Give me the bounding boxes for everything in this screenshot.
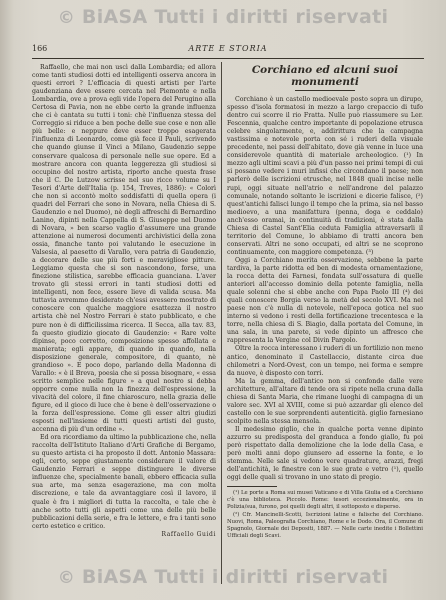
watermark-bottom xyxy=(0,566,446,588)
title-rule xyxy=(295,90,355,91)
watermark-text: BiASA Tutti i diritti riservati xyxy=(81,566,389,588)
author-signature: Raffaello Guidi xyxy=(161,531,216,539)
watermark-text: BiASA Tutti i diritti riservati xyxy=(81,6,389,28)
footnote: (¹) Le porte a Roma sui musei Vaticano e di Villa Giulia ed a Corchiano c'è una biblioteca. Piccolo. Rome: tesori eccezionalmente, ora in Polizia/sua, furono, poi quelli degli altri, il sottoposto e disperso. xyxy=(227,490,423,511)
right-paragraph: Ma la gemma, dell'antico non si confonde dalle vere architetture, all'altare di tende ora si ripete nella cruna dalla chiesa di Santa Maria, che rimane luoghi di campagna di un valore sec. XVI al XVIII, come si può azzardar gli elenco del castello con le sue sorprendenti autenticità. giglio farnesiano scolpito nella stessa mensola. xyxy=(227,377,423,425)
header-rule xyxy=(32,58,424,59)
right-paragraph: Il medesimo giglio, che in qualche porta venne dipinto azzurro su predisposta del granduca a fondo giallo, fu poi però rispettato dalla demolizione che la lode della Casa, e però molti anni dopo giunsero ad esserne la fonte, e lo stemma. Nelle sale si vedono vere quadrature, arazzi, fregi dell'antichità, le finestre con le sue grate e vetro (¹), quello oggi delle quali si trovano in uno stato di pregio. xyxy=(227,425,423,482)
left-paragraph: Raffaello, che mai non uscì dalla Lombardia; ed allora come tanti studiosi dotti ed intelligenti osserva ancora in questi errori ? L'efficacia di questi artisti per l'arte gaudenziana deve essere cercata nel Piemonte e nella Lombardia, ove a prova egli vide l'opera del Perugino alla Certosa di Pavia, non ne ebbe certo la grande influenza che ci è cantata su tutti i toni: chè l'influenza stessa del Correggio si riduce a ben poche delle sue cose e non alle più belle: e neppure deve esser troppo esagerata l'influenza di Leonardo, come già fece il Pauli, scrivendo che quando giunse il Vinci a Milano, Gaudenzio seppe conservare qualcosa di personale nelle sue opere. Ed a mostrare ancora con quanta leggerezza gli studiosi si occupino del nostro artista, riporto anche questa frase che il C. De Lutzow scrisse nel suo ricco volume su I Tesori d'Arte dell'Italia (p. 154, Treves, 1886): « Colorì che non si accontò molto soddisfatti di quella opera (i quadri del Ferrari che sono in Novara, nella Chiesa di S. Gaudenzio e nel Duomo), nè degli affreschi di Bernardino Lanino, dipinti nella Cappella di S. Giuseppe nel Duomo di Novara, » ben scarso vaglio d'assumere una grande attenzione ai numerosi documenti archivistici della zona ossia, finanche tanto poi valutando le esecuzione in Valsesia, al paesetto di Varallo, vera patria di Gaudenzio, a decorare delle sue più forti e meravigliose pitture. Leggiamo questa che si son nascondono, forse, una finezione stilistica, sarebbe efficacia guanciana. L'aver trovato gli stessi errori in tanti studiosi dotti ed intelligenti, non fece, essere lieve di valida scusa. Ma tuttavia avremmo desiderato ch'essi avessero mostrato di conoscere con qualche maggiore esattezza il nostro artista chè nel Nostro Ferrari è stato pubblicato, e che pure non è di difficilissima ricerca. Il Secca, alla tav. 83, fa questo giudizio giocato di Gaudenzio: « Rare volte dipinse, poco corretto, composizione spesso affollata e manierata; egli appare, di quando in quando, nella disposizione generale, compositore, di quanto, nè grandioso ». E poco dopo, parlando della Madonna di Varallo: « è il Breva, poesia che si possa bisognare, « essa scritto semplice nelle figure » a quel nostro si debba opporre come nulla non la finezza dell'espressione, la vivacità del colore, il fine chiaroscuro, nella grazia delle figure, ed il gioco di luce che è bene è dell'osservazione o la forza dell'espressione. Come gli esser altri giudizi esposti nell'insieme di tutti questi artisti del gusto, accenna di più d'un ordine ». xyxy=(32,64,216,434)
right-column xyxy=(227,64,423,541)
left-paragraph: Ed ora ricordiamo da ultimo la pubblicazione che, nella raccolta dell'Istituto Italiano d'Arti Grafiche di Bergamo, su questo artista ci ha proposto il dott. Antonio Massara: egli, certo, seppe giustamente considerare il valore di Gaudenzio Ferrari e seppe distinguere le diverse influenze che, specialmente banali, ebbero efficacia sulla sua arte, ma senza esagerazione, ma con molta discrezione, e tale da avvantaggiare così il lavoro, il quale è fra i migliori di tutta la raccolta, e tale che è anche sotto tutti gli aspetti come una delle più belle pubblicazioni della serie, e fra le lettere, e fra i tanti sono certo estetico e critico. xyxy=(32,434,216,530)
column-divider xyxy=(221,62,222,584)
running-head: ARTE E STORIA xyxy=(188,44,268,53)
page-number: 166 xyxy=(32,44,48,53)
footnote: (²) Cfr. Mancinelli-Scotti, Iscrizioni latine e falische del Corchiano. Nuovi, Roma, Paleografia Corchiano, Rome e le Dodo. Ora, il Comune di Spagnolo, Giornale dei Depositi, 1887. — Nelle carte inedite i Bollettini Ufficiali degli Scavi. xyxy=(227,512,423,540)
footnote-rule xyxy=(227,486,277,487)
article-title: Corchiano ed alcuni suoi monumenti xyxy=(251,64,399,88)
left-column xyxy=(32,64,216,539)
right-paragraph: Corchiano è un castello medioevale posto sopra un dirupo, spesso d'isola formatosi in mezzo a largo crepaccio di tufo dentro cui scorre il rio Fratta. Nulle può riassumere su Ler. Fescennia, qualche centro importante di popolazione etrusca celebre singolarmente, e, addirittura che la campagna vastissima e notevole porta con sé i ruderi della visuale precedente, nei passi dell'abitato, dove già venne in luce una considerevole quantità di materiale archeologico. (¹) In mezzo agli ultimi scavi a più d'un passo nei primi tempi di cui si possano vedere i muri infissi che circondano il paese; non parlerò delle iscrizioni etrusche, nel 1848 quali incise nelle rupi, oggi situate nell'atrio e nell'androne del palazzo comunale, notando soltanto le iscrizioni e dicerie falisce, (²) quest'antichi falisci lungo il tempo che la prima, sia nel basso medioevo, a una manifattura (penna, doga e ceddalo) anch'esso oramai, in continuità di tradizioni, è stata dalla Chiesa di Castel Sant'Elia ceduta Famiglia attraversarli il territorio del Comune, lo abbiamo di tratti ancora ben conservati. Altri ne sono occupati, ed altri se ne scoprono continuamente, con maggiore competenza. (³) xyxy=(227,96,423,256)
right-paragraph: Oltre la rocca interessano i ruderi di un fortilizio non meno antico, denominato il Castellaccio, distante circa due chilometri a Nord-Ovest, con un tempo, nei forma e sempre da nuove, è disposto con torri. xyxy=(227,345,423,377)
right-paragraph: Oggi a Corchiano merita osservazione, sebbene la parte tardiva, la parte ridotta ed ben di modesta ornamentazione, la rocca detta dei Farnesi, fondata sull'ossatura di quelle anteriori all'accesso dominio della potente famiglia, nella quale solenni che si ebbe anche con Papa Paolo III (⁴) dei quali conoscere Borgia verso la metà del secolo XVI. Ma nel paese non c'è nulla di notevole, nell'epoca gotica nel suo interno si vedono i resti della fortificazione trecentesca e la torre, nella chiesa di S. Biagio, dalla portata del Comune, in una sala, in una parete, si vede dipinto un affresco che rappresenta la Vergine col Divin Pargolo. xyxy=(227,256,423,345)
copyright-icon: © xyxy=(57,568,75,588)
footnotes xyxy=(227,490,423,540)
page-header xyxy=(32,44,424,58)
copyright-icon: © xyxy=(57,8,75,28)
watermark-top xyxy=(0,6,446,28)
